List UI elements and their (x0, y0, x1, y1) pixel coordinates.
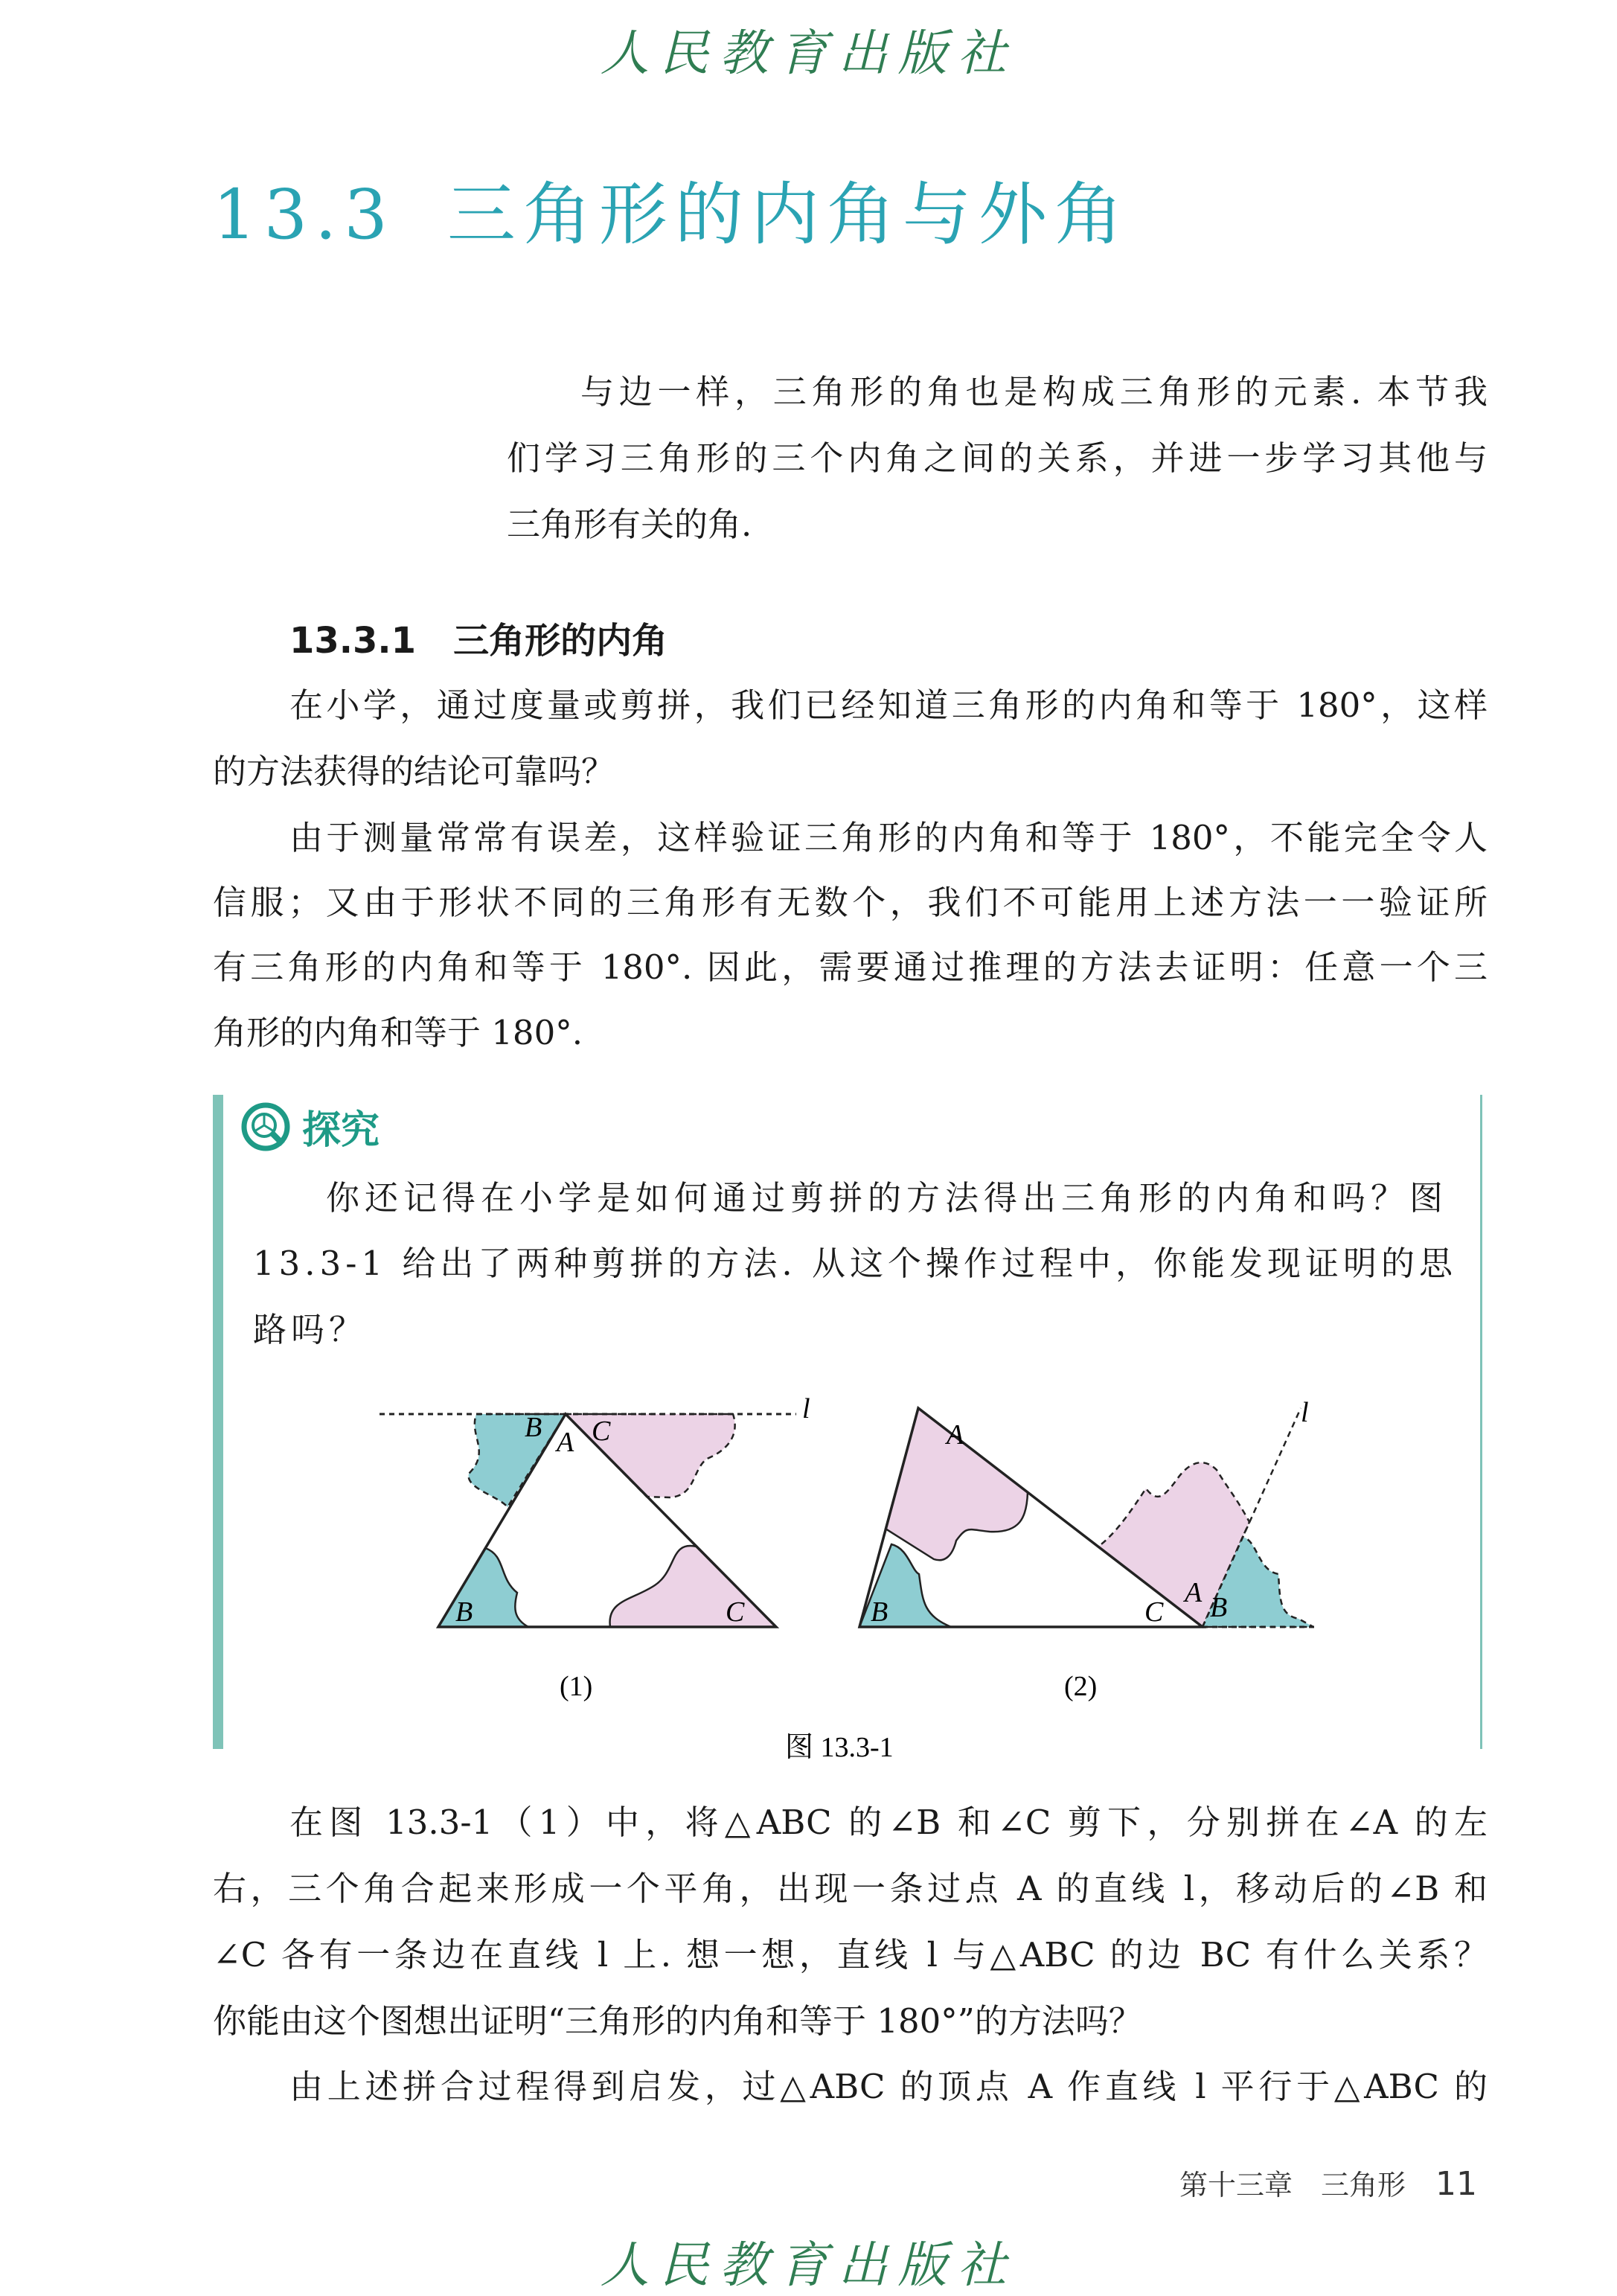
label-c: C (726, 1596, 745, 1628)
publisher-logo-bottom: 人民教育出版社 (600, 2236, 1017, 2294)
text-line: 你还记得在小学是如何通过剪拼的方法得出三角形的内角和吗？图 (326, 1178, 1447, 1218)
text-line: 13.3-1 给出了两种剪拼的方法. 从这个操作过程中，你能发现证明的思 (253, 1244, 1457, 1283)
explore-label: 探究 (302, 1108, 380, 1153)
subfigure-label-2: (2) (1064, 1671, 1098, 1702)
label-a: A (557, 1427, 574, 1458)
subsection-title: 三角形的内角 (453, 620, 668, 662)
label-b: B (455, 1596, 473, 1628)
text-line: 路吗？ (253, 1310, 368, 1349)
text-line: 由上述拼合过程得到启发，过△ABC 的顶点 A 作直线 l 平行于△ABC 的 (289, 2067, 1488, 2106)
figure-2 (859, 1397, 1319, 1702)
section-title-text: 三角形的内角与外角 (446, 175, 1130, 255)
text-line: 你能由这个图想出证明“三角形的内角和等于 180°”的方法吗？ (213, 2001, 1142, 2041)
text-line: 与边一样，三角形的角也是构成三角形的元素. 本节我 (580, 372, 1488, 412)
text-line: 信服；又由于形状不同的三角形有无数个，我们不可能用上述方法一一验证所 (213, 883, 1488, 922)
label-b: B (871, 1596, 888, 1628)
text-line: 右，三个角合起来形成一个平角，出现一条过点 A 的直线 l，移动后的∠B 和 (213, 1869, 1488, 1908)
text-line: 的方法获得的结论可靠吗？ (213, 752, 615, 791)
subfigure-label-1: (1) (560, 1671, 593, 1702)
label-b: B (1210, 1592, 1228, 1623)
subsection-number: 13.3.1 (289, 620, 417, 662)
publisher-logo-top: 人民教育出版社 (600, 25, 1017, 82)
label-c: C (1144, 1596, 1164, 1628)
text-line: 由于测量常常有误差，这样验证三角形的内角和等于 180°，不能完全令人 (289, 818, 1488, 857)
page-footer (1179, 2162, 1477, 2203)
text-line: 角形的内角和等于 180°. (213, 1013, 583, 1052)
text-line: 三角形有关的角. (507, 505, 752, 544)
label-b: B (525, 1412, 542, 1443)
text-line: 们学习三角形的三个内角之间的关系，并进一步学习其他与 (507, 438, 1488, 478)
page-number: 11 (1435, 2165, 1477, 2203)
label-c: C (592, 1416, 611, 1447)
figure-caption: 图 13.3-1 (785, 1732, 894, 1763)
label-l: l (1301, 1397, 1309, 1428)
label-l: l (802, 1393, 810, 1424)
text-line: 有三角形的内角和等于 180°. 因此，需要通过推理的方法去证明：任意一个三 (213, 947, 1488, 987)
label-a: A (947, 1419, 964, 1451)
text-line: 在图 13.3-1（1）中，将△ABC 的∠B 和∠C 剪下，分别拼在∠A 的左 (289, 1803, 1488, 1842)
chapter-label: 第十三章 三角形 (1179, 2169, 1406, 2201)
text-line: 在小学，通过度量或剪拼，我们已经知道三角形的内角和等于 180°，这样 (289, 685, 1488, 725)
section-number: 13.3 (213, 175, 395, 255)
angle-b-piece (438, 1548, 528, 1627)
angle-c-piece (610, 1546, 776, 1627)
text-line: ∠C 各有一条边在直线 l 上. 想一想，直线 l 与△ABC 的边 BC 有什么关系？ (213, 1935, 1488, 1974)
figure-1 (380, 1393, 810, 1702)
label-a: A (1185, 1577, 1203, 1608)
